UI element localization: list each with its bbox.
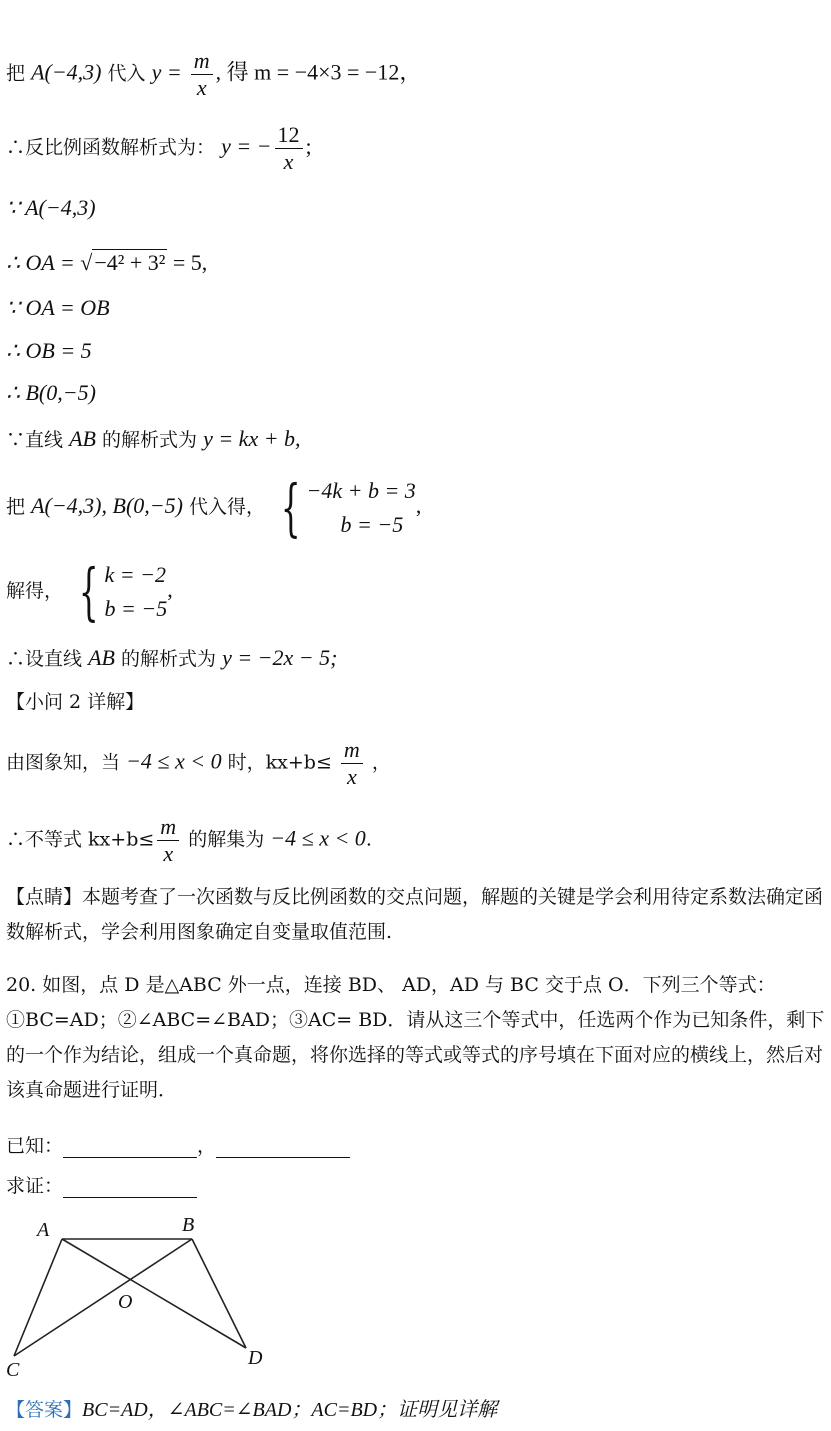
sqrt-symbol: √ bbox=[80, 250, 93, 275]
answer-tag: 【答案】 bbox=[6, 1399, 83, 1421]
point-label-a: A bbox=[37, 1219, 50, 1241]
fraction-m-over-x: $\frac{m}{x}$ bbox=[341, 737, 363, 790]
solution-line-7: ∴ B(0,−5) bbox=[6, 380, 96, 405]
point-label-o: O bbox=[118, 1291, 133, 1313]
solution-line-9: 把 A(−4,3), B(0,−5) 代入得， { −4k + b = 3 b = −5 , bbox=[6, 471, 422, 544]
solution-line-2: ∴反比例函数解析式为： y = − $\frac{12}{x}$ ; bbox=[6, 122, 312, 174]
fraction-m-over-x: $\frac{m}{x}$ bbox=[157, 814, 179, 867]
equation-system-2: { k = −2 b = −5 bbox=[78, 555, 168, 628]
answer-line: 【答案】BC=AD，∠ABC=∠BAD；AC=BD；证明见详解 bbox=[6, 1399, 498, 1421]
solution-line-6: ∴ OB = 5 bbox=[6, 338, 92, 363]
solution-line-14: ∴不等式 kx+b≤ $\frac{m}{x}$ 的解集为 −4 ≤ x < 0. bbox=[6, 814, 372, 866]
solution-line-10: 解得， { k = −2 b = −5 , bbox=[6, 555, 173, 628]
solution-line-5: ∵ OA = OB bbox=[6, 295, 110, 320]
question-20: 20. 如图，点 D 是△ABC 外一点，连接 BD、 AD，AD 与 BC 交于点 O．下列三个等式：①BC=AD；②∠ABC=∠BAD；③AC= BD．请从这三个等式中，任选两个作为已知条件，剩下的一个作为结论，组成一个真命题，将你选择的等式或等式的序号填在下面对应的横线上，然后对该真命题进行证明． bbox=[6, 974, 825, 1101]
comment-paragraph: 【点睛】本题考查了一次函数与反比例函数的交点问题，解题的关键是学会利用待定系数法确定函数解析式，学会利用图象确定自变量取值范围. bbox=[6, 886, 824, 943]
prove-line: 求证： bbox=[6, 1174, 197, 1198]
solution-line-3: ∵ A(−4,3) bbox=[6, 195, 96, 220]
equation-system-1: { −4k + b = 3 b = −5 bbox=[280, 471, 416, 544]
known-blank-2[interactable] bbox=[216, 1137, 350, 1158]
fraction-12-over-x: $\frac{12}{x}$ bbox=[275, 122, 303, 175]
fraction-m-over-x: $\frac{m}{x}$ bbox=[191, 48, 213, 101]
segment-ac bbox=[14, 1239, 62, 1356]
point-label-b: B bbox=[182, 1214, 195, 1236]
point-label-c: C bbox=[6, 1359, 20, 1381]
prove-blank[interactable] bbox=[63, 1177, 197, 1198]
solution-line-4: ∴ OA = √−4² + 3² = 5, bbox=[6, 250, 208, 275]
section-heading-part2: 【小问 2 详解】 bbox=[6, 691, 145, 713]
brace-icon: { bbox=[280, 471, 301, 544]
point-label-d: D bbox=[248, 1347, 263, 1369]
brace-icon: { bbox=[78, 555, 99, 628]
solution-line-13: 由图象知，当 −4 ≤ x < 0 时，kx+b≤ $\frac{m}{x}$ ， bbox=[6, 737, 391, 789]
solution-line-1: 把 A(−4,3) 代入 y = $\frac{m}{x}$ , 得 m = −4×3 = −12， bbox=[6, 48, 422, 100]
segment-bc bbox=[14, 1239, 192, 1356]
known-blank-1[interactable] bbox=[63, 1137, 197, 1158]
known-line: 已知： ， bbox=[6, 1134, 350, 1158]
solution-line-8: ∵直线 AB 的解析式为 y = kx + b, bbox=[6, 426, 301, 451]
solution-line-11: ∴设直线 AB 的解析式为 y = −2x − 5; bbox=[6, 645, 338, 670]
geometry-figure bbox=[0, 1208, 280, 1388]
